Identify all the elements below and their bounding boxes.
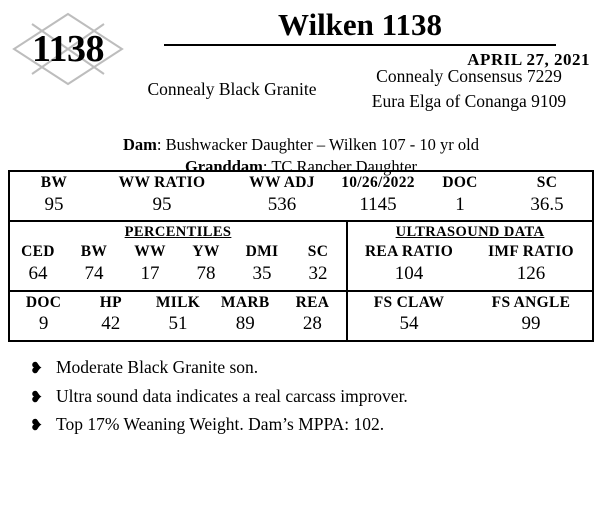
- lot-badge: [12, 12, 124, 86]
- epd-value-date: 1145: [359, 193, 397, 215]
- percentiles-title: PERCENTILES: [124, 224, 232, 241]
- ultrasound-title: ULTRASOUND DATA: [395, 224, 545, 241]
- bl-value-rea: 28: [302, 313, 322, 335]
- dam-line: [8, 134, 594, 156]
- bl-value-milk: 51: [168, 313, 188, 335]
- epd-value-doc: 1: [455, 193, 465, 215]
- epd-header-bw: BW: [40, 174, 68, 191]
- ultrasound-section: [348, 222, 592, 289]
- pct-value-ced: 64: [28, 262, 48, 284]
- granddam-label: Granddam: [184, 157, 263, 177]
- epd-cell-date: [338, 172, 418, 220]
- list-item: [30, 354, 594, 381]
- header: [8, 6, 594, 177]
- note-text: Top 17% Weaning Weight. Dam’s MPPA: 102.: [56, 414, 385, 435]
- epd-cell-sc: [502, 172, 592, 220]
- br-value-fs-claw: 54: [399, 313, 419, 335]
- epd-cell-bw: [10, 172, 98, 220]
- pct-cell-dmi: [234, 241, 290, 289]
- bl-value-marb: 89: [235, 313, 255, 335]
- bl-value-doc: 9: [38, 313, 49, 335]
- list-item: [30, 411, 594, 438]
- epd-middle-row: [10, 222, 592, 291]
- bl-cell-marb: [212, 292, 279, 340]
- pct-header-yw: YW: [192, 243, 220, 261]
- note-text: Moderate Black Granite son.: [56, 357, 259, 378]
- dam-value: Bushwacker Daughter – Wilken 107 - 10 yr old: [165, 135, 480, 154]
- pct-header-dmi: DMI: [245, 243, 279, 261]
- us-cell-imf-ratio: [470, 241, 592, 289]
- epd-cell-ww-ratio: [98, 172, 226, 220]
- epd-bottom-right: [348, 292, 592, 340]
- bl-header-milk: MILK: [155, 293, 201, 311]
- bl-header-marb: MARB: [220, 293, 270, 311]
- sale-date: APRIL 27, 2021: [467, 50, 590, 70]
- bl-header-hp: HP: [99, 293, 122, 311]
- sire-name: Connealy Black Granite: [147, 78, 317, 99]
- epd-cell-doc: [418, 172, 502, 220]
- pedigree: [126, 64, 594, 115]
- pct-value-dmi: 35: [252, 262, 272, 284]
- pct-cell-yw: [178, 241, 234, 289]
- epd-top-row: [10, 172, 592, 222]
- percentiles-row: [10, 241, 346, 289]
- pct-cell-sc: [290, 241, 346, 289]
- bl-cell-hp: [77, 292, 144, 340]
- epd-cell-ww-adj: [226, 172, 338, 220]
- epd-value-ww-adj: 536: [267, 193, 297, 215]
- pct-value-bw: 74: [84, 262, 104, 284]
- us-header-imf-ratio: IMF RATIO: [488, 243, 574, 261]
- list-item: [30, 383, 594, 410]
- pct-value-yw: 78: [196, 262, 216, 284]
- lot-number: 1138: [32, 28, 104, 70]
- br-header-fs-angle: FS ANGLE: [491, 293, 571, 311]
- us-value-rea-ratio: 104: [394, 262, 424, 284]
- pct-cell-ced: [10, 241, 66, 289]
- dam-label: Dam: [122, 135, 157, 154]
- us-header-rea-ratio: REA RATIO: [364, 243, 454, 261]
- epd-value-ww-ratio: 95: [152, 193, 172, 215]
- granddam-separator: :: [262, 157, 272, 177]
- ultrasound-row: [348, 241, 592, 289]
- title-block: [126, 8, 594, 70]
- epd-header-date: 10/26/2022: [341, 174, 415, 191]
- granddam-value: TC Rancher Daughter: [271, 157, 418, 177]
- br-header-fs-claw: FS CLAW: [373, 293, 445, 311]
- check-icon: ❥: [30, 389, 43, 406]
- check-icon: ❥: [30, 418, 43, 435]
- pct-header-ced: CED: [21, 243, 55, 261]
- br-cell-fs-claw: [348, 292, 470, 340]
- epd-value-bw: 95: [44, 193, 64, 215]
- epd-header-doc: DOC: [442, 174, 478, 191]
- granddam-sire-side-name: Eura Elga of Conanga 9109: [371, 91, 567, 112]
- bl-cell-rea: [279, 292, 346, 340]
- pct-header-ww: WW: [134, 243, 166, 261]
- br-cell-fs-angle: [470, 292, 592, 340]
- epd-table: [8, 170, 594, 342]
- note-text: Ultra sound data indicates a real carcass improver.: [56, 385, 408, 406]
- epd-header-ww-adj: WW ADJ: [249, 174, 315, 191]
- pct-value-ww: 17: [140, 262, 160, 284]
- pct-cell-ww: [122, 241, 178, 289]
- bl-header-doc: DOC: [25, 293, 62, 311]
- epd-bottom-left: [10, 292, 348, 340]
- notes-list: [8, 354, 594, 438]
- us-value-imf-ratio: 126: [516, 262, 546, 284]
- epd-value-sc: 36.5: [530, 193, 564, 215]
- pct-header-sc: SC: [307, 243, 329, 261]
- bl-header-rea: REA: [295, 293, 330, 311]
- grandparents: [344, 64, 594, 115]
- dam-separator: :: [156, 135, 166, 154]
- epd-header-ww-ratio: WW RATIO: [118, 174, 206, 191]
- bl-cell-doc: [10, 292, 77, 340]
- br-value-fs-angle: 99: [521, 313, 541, 335]
- epd-header-sc: SC: [536, 174, 558, 191]
- grandsire-name: Connealy Consensus 7229: [376, 66, 562, 86]
- pct-value-sc: 32: [308, 262, 328, 284]
- animal-name: Wilken 1138: [164, 8, 556, 46]
- us-cell-rea-ratio: [348, 241, 470, 289]
- granddam-line: [8, 156, 594, 178]
- bl-value-hp: 42: [101, 313, 121, 335]
- percentiles-section: [10, 222, 348, 289]
- bl-cell-milk: [144, 292, 211, 340]
- check-icon: ❥: [30, 361, 43, 378]
- epd-bottom-row: [10, 292, 592, 340]
- pct-header-bw: BW: [80, 243, 108, 261]
- pct-cell-bw: [66, 241, 122, 289]
